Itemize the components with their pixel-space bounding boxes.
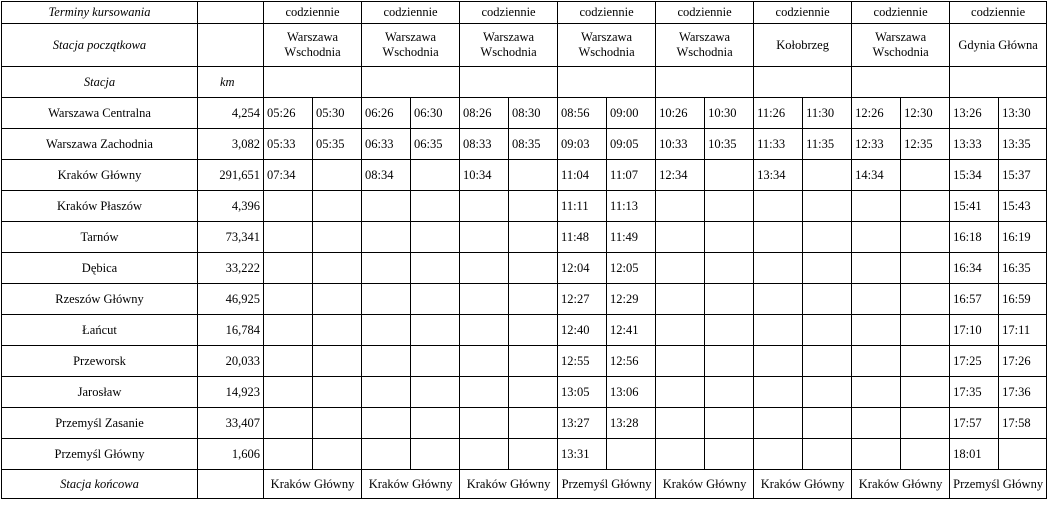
departure-time: 12:29: [607, 284, 656, 315]
departure-time: [803, 408, 852, 439]
departure-time: 16:19: [999, 222, 1047, 253]
train-termin: codziennie: [852, 2, 950, 24]
station-row: [2, 222, 1047, 253]
arrival-time: 12:33: [852, 129, 901, 160]
arrival-time: 11:48: [558, 222, 607, 253]
arrival-time: 10:33: [656, 129, 705, 160]
departure-time: [313, 346, 362, 377]
station-name: Jarosław: [2, 377, 198, 408]
arrival-time: 08:33: [460, 129, 509, 160]
arrival-time: [264, 222, 313, 253]
arrival-time: [460, 191, 509, 222]
station-km: 73,341: [198, 222, 264, 253]
empty-cell: [198, 2, 264, 24]
departure-time: 08:30: [509, 98, 558, 129]
departure-time: [313, 160, 362, 191]
station-name: Dębica: [2, 253, 198, 284]
train-start-station: Kołobrzeg: [754, 24, 852, 67]
train-termin: codziennie: [264, 2, 362, 24]
station-name: Przemyśl Zasanie: [2, 408, 198, 439]
departure-time: 16:59: [999, 284, 1047, 315]
arrival-time: 12:34: [656, 160, 705, 191]
departure-time: [705, 222, 754, 253]
arrival-time: [656, 408, 705, 439]
departure-time: 12:56: [607, 346, 656, 377]
arrival-time: [460, 315, 509, 346]
arrival-time: [852, 315, 901, 346]
departure-time: [803, 253, 852, 284]
header-row-stacja: [2, 67, 1047, 98]
departure-time: [411, 191, 460, 222]
departure-time: [901, 160, 950, 191]
station-row: [2, 377, 1047, 408]
label-stacja-koncowa: Stacja końcowa: [2, 470, 198, 499]
arrival-time: 15:34: [950, 160, 999, 191]
arrival-time: [852, 377, 901, 408]
empty-cell: [852, 67, 950, 98]
empty-cell: [362, 67, 460, 98]
station-km: 1,606: [198, 439, 264, 470]
departure-time: [313, 315, 362, 346]
station-km: 20,033: [198, 346, 264, 377]
departure-time: 15:37: [999, 160, 1047, 191]
arrival-time: [460, 377, 509, 408]
arrival-time: 14:34: [852, 160, 901, 191]
train-end-station: Kraków Główny: [754, 470, 852, 499]
empty-cell: [656, 67, 754, 98]
departure-time: [705, 439, 754, 470]
arrival-time: [656, 222, 705, 253]
empty-cell: [198, 470, 264, 499]
arrival-time: [656, 191, 705, 222]
departure-time: 12:30: [901, 98, 950, 129]
arrival-time: [362, 222, 411, 253]
train-start-station: Warszawa Wschodnia: [558, 24, 656, 67]
departure-time: [509, 408, 558, 439]
empty-cell: [198, 24, 264, 67]
departure-time: 17:58: [999, 408, 1047, 439]
arrival-time: [460, 222, 509, 253]
departure-time: [411, 439, 460, 470]
station-row: [2, 315, 1047, 346]
departure-time: 10:30: [705, 98, 754, 129]
station-name: Kraków Główny: [2, 160, 198, 191]
departure-time: 06:35: [411, 129, 460, 160]
station-km: 4,254: [198, 98, 264, 129]
departure-time: [607, 439, 656, 470]
departure-time: [803, 222, 852, 253]
station-km: 33,222: [198, 253, 264, 284]
train-end-station: Kraków Główny: [264, 470, 362, 499]
station-km: 4,396: [198, 191, 264, 222]
arrival-time: 13:33: [950, 129, 999, 160]
departure-time: [901, 315, 950, 346]
arrival-time: [754, 377, 803, 408]
arrival-time: [264, 408, 313, 439]
station-row: [2, 346, 1047, 377]
departure-time: [411, 160, 460, 191]
arrival-time: [852, 284, 901, 315]
departure-time: [705, 253, 754, 284]
arrival-time: [362, 253, 411, 284]
arrival-time: [264, 346, 313, 377]
departure-time: [705, 160, 754, 191]
end-station-row: [2, 470, 1047, 499]
arrival-time: [264, 253, 313, 284]
departure-time: [313, 284, 362, 315]
arrival-time: 13:31: [558, 439, 607, 470]
departure-time: [509, 222, 558, 253]
arrival-time: [460, 346, 509, 377]
arrival-time: 08:56: [558, 98, 607, 129]
arrival-time: 11:33: [754, 129, 803, 160]
arrival-time: [362, 439, 411, 470]
arrival-time: [460, 439, 509, 470]
arrival-time: [852, 253, 901, 284]
station-km: 291,651: [198, 160, 264, 191]
train-start-station: Warszawa Wschodnia: [460, 24, 558, 67]
departure-time: [509, 160, 558, 191]
arrival-time: [362, 191, 411, 222]
arrival-time: [362, 315, 411, 346]
arrival-time: [656, 315, 705, 346]
arrival-time: 11:04: [558, 160, 607, 191]
arrival-time: 08:34: [362, 160, 411, 191]
train-end-station: Kraków Główny: [362, 470, 460, 499]
departure-time: [901, 284, 950, 315]
departure-time: [803, 160, 852, 191]
label-stacja-poczatkowa: Stacja początkowa: [2, 24, 198, 67]
arrival-time: [754, 346, 803, 377]
arrival-time: [362, 377, 411, 408]
arrival-time: [656, 439, 705, 470]
train-termin: codziennie: [460, 2, 558, 24]
departure-time: [313, 439, 362, 470]
train-termin: codziennie: [754, 2, 852, 24]
arrival-time: 17:10: [950, 315, 999, 346]
label-km: km: [198, 67, 264, 98]
departure-time: 09:05: [607, 129, 656, 160]
departure-time: [803, 284, 852, 315]
train-end-station: Kraków Główny: [852, 470, 950, 499]
departure-time: [411, 346, 460, 377]
departure-time: [705, 408, 754, 439]
arrival-time: [754, 315, 803, 346]
departure-time: [509, 253, 558, 284]
train-start-station: Gdynia Główna: [950, 24, 1047, 67]
departure-time: [509, 284, 558, 315]
label-terminy: Terminy kursowania: [2, 2, 198, 24]
arrival-time: 12:40: [558, 315, 607, 346]
arrival-time: [852, 191, 901, 222]
departure-time: 11:13: [607, 191, 656, 222]
train-start-station: Warszawa Wschodnia: [264, 24, 362, 67]
arrival-time: [362, 408, 411, 439]
train-termin: codziennie: [950, 2, 1047, 24]
departure-time: 13:30: [999, 98, 1047, 129]
arrival-time: 16:57: [950, 284, 999, 315]
arrival-time: 05:26: [264, 98, 313, 129]
departure-time: [313, 377, 362, 408]
arrival-time: 10:34: [460, 160, 509, 191]
arrival-time: [852, 222, 901, 253]
departure-time: [705, 191, 754, 222]
departure-time: [803, 377, 852, 408]
arrival-time: [362, 284, 411, 315]
departure-time: [803, 315, 852, 346]
departure-time: 08:35: [509, 129, 558, 160]
empty-cell: [558, 67, 656, 98]
arrival-time: [264, 284, 313, 315]
departure-time: [901, 191, 950, 222]
train-termin: codziennie: [558, 2, 656, 24]
arrival-time: [362, 346, 411, 377]
departure-time: [705, 284, 754, 315]
departure-time: 11:30: [803, 98, 852, 129]
arrival-time: 05:33: [264, 129, 313, 160]
departure-time: [901, 439, 950, 470]
departure-time: 09:00: [607, 98, 656, 129]
arrival-time: [656, 284, 705, 315]
station-name: Przeworsk: [2, 346, 198, 377]
departure-time: [509, 315, 558, 346]
train-start-station: Warszawa Wschodnia: [656, 24, 754, 67]
empty-cell: [950, 67, 1047, 98]
station-row: [2, 191, 1047, 222]
station-name: Rzeszów Główny: [2, 284, 198, 315]
arrival-time: 09:03: [558, 129, 607, 160]
empty-cell: [754, 67, 852, 98]
arrival-time: [264, 439, 313, 470]
station-km: 3,082: [198, 129, 264, 160]
arrival-time: 12:55: [558, 346, 607, 377]
arrival-time: [754, 253, 803, 284]
train-termin: codziennie: [656, 2, 754, 24]
station-row: [2, 160, 1047, 191]
train-end-station: Kraków Główny: [656, 470, 754, 499]
arrival-time: [264, 315, 313, 346]
arrival-time: 18:01: [950, 439, 999, 470]
arrival-time: [460, 284, 509, 315]
station-row: [2, 284, 1047, 315]
departure-time: 17:36: [999, 377, 1047, 408]
departure-time: 15:43: [999, 191, 1047, 222]
departure-time: [509, 377, 558, 408]
departure-time: [705, 315, 754, 346]
arrival-time: [460, 408, 509, 439]
arrival-time: 07:34: [264, 160, 313, 191]
departure-time: 12:35: [901, 129, 950, 160]
departure-time: [509, 346, 558, 377]
arrival-time: 17:35: [950, 377, 999, 408]
arrival-time: 08:26: [460, 98, 509, 129]
departure-time: [509, 191, 558, 222]
departure-time: 06:30: [411, 98, 460, 129]
arrival-time: 13:34: [754, 160, 803, 191]
departure-time: [803, 439, 852, 470]
departure-time: 12:05: [607, 253, 656, 284]
station-name: Warszawa Zachodnia: [2, 129, 198, 160]
departure-time: [411, 284, 460, 315]
station-km: 16,784: [198, 315, 264, 346]
arrival-time: 06:33: [362, 129, 411, 160]
departure-time: [411, 315, 460, 346]
departure-time: [705, 346, 754, 377]
arrival-time: 16:34: [950, 253, 999, 284]
arrival-time: [754, 439, 803, 470]
arrival-time: 15:41: [950, 191, 999, 222]
departure-time: [999, 439, 1047, 470]
departure-time: [705, 377, 754, 408]
arrival-time: [656, 346, 705, 377]
departure-time: 13:35: [999, 129, 1047, 160]
arrival-time: [460, 253, 509, 284]
departure-time: [901, 377, 950, 408]
station-km: 33,407: [198, 408, 264, 439]
arrival-time: 12:26: [852, 98, 901, 129]
empty-cell: [460, 67, 558, 98]
departure-time: 11:07: [607, 160, 656, 191]
departure-time: 05:30: [313, 98, 362, 129]
station-km: 46,925: [198, 284, 264, 315]
arrival-time: 11:11: [558, 191, 607, 222]
arrival-time: [264, 191, 313, 222]
departure-time: [411, 253, 460, 284]
arrival-time: [852, 408, 901, 439]
arrival-time: 13:05: [558, 377, 607, 408]
train-end-station: Kraków Główny: [460, 470, 558, 499]
station-row: [2, 408, 1047, 439]
departure-time: [803, 191, 852, 222]
departure-time: [901, 408, 950, 439]
arrival-time: [656, 253, 705, 284]
train-termin: codziennie: [362, 2, 460, 24]
departure-time: 11:49: [607, 222, 656, 253]
label-stacja: Stacja: [2, 67, 198, 98]
arrival-time: 17:57: [950, 408, 999, 439]
arrival-time: 10:26: [656, 98, 705, 129]
departure-time: [509, 439, 558, 470]
departure-time: [313, 191, 362, 222]
arrival-time: 12:27: [558, 284, 607, 315]
departure-time: [313, 253, 362, 284]
header-row-terminy: [2, 2, 1047, 24]
departure-time: [313, 222, 362, 253]
departure-time: 11:35: [803, 129, 852, 160]
arrival-time: 13:27: [558, 408, 607, 439]
departure-time: [901, 253, 950, 284]
station-name: Przemyśl Główny: [2, 439, 198, 470]
arrival-time: 13:26: [950, 98, 999, 129]
arrival-time: [754, 408, 803, 439]
station-name: Łańcut: [2, 315, 198, 346]
departure-time: [901, 346, 950, 377]
empty-cell: [264, 67, 362, 98]
station-km: 14,923: [198, 377, 264, 408]
station-row: [2, 253, 1047, 284]
station-row: [2, 439, 1047, 470]
departure-time: 16:35: [999, 253, 1047, 284]
station-row: [2, 129, 1047, 160]
departure-time: 17:11: [999, 315, 1047, 346]
departure-time: 05:35: [313, 129, 362, 160]
departure-time: [803, 346, 852, 377]
arrival-time: [656, 377, 705, 408]
arrival-time: [852, 439, 901, 470]
departure-time: 13:28: [607, 408, 656, 439]
arrival-time: 16:18: [950, 222, 999, 253]
train-start-station: Warszawa Wschodnia: [852, 24, 950, 67]
arrival-time: [754, 222, 803, 253]
arrival-time: [264, 377, 313, 408]
departure-time: 13:06: [607, 377, 656, 408]
station-name: Kraków Płaszów: [2, 191, 198, 222]
header-row-start: [2, 24, 1047, 67]
station-row: [2, 98, 1047, 129]
departure-time: [313, 408, 362, 439]
departure-time: 12:41: [607, 315, 656, 346]
departure-time: [411, 222, 460, 253]
departure-time: [411, 377, 460, 408]
timetable: [1, 1, 1047, 499]
departure-time: [411, 408, 460, 439]
arrival-time: 11:26: [754, 98, 803, 129]
arrival-time: 17:25: [950, 346, 999, 377]
arrival-time: [852, 346, 901, 377]
arrival-time: 12:04: [558, 253, 607, 284]
arrival-time: [754, 284, 803, 315]
departure-time: 17:26: [999, 346, 1047, 377]
train-end-station: Przemyśl Główny: [558, 470, 656, 499]
arrival-time: [754, 191, 803, 222]
train-end-station: Przemyśl Główny: [950, 470, 1047, 499]
departure-time: [901, 222, 950, 253]
departure-time: 10:35: [705, 129, 754, 160]
train-start-station: Warszawa Wschodnia: [362, 24, 460, 67]
arrival-time: 06:26: [362, 98, 411, 129]
station-name: Warszawa Centralna: [2, 98, 198, 129]
station-name: Tarnów: [2, 222, 198, 253]
